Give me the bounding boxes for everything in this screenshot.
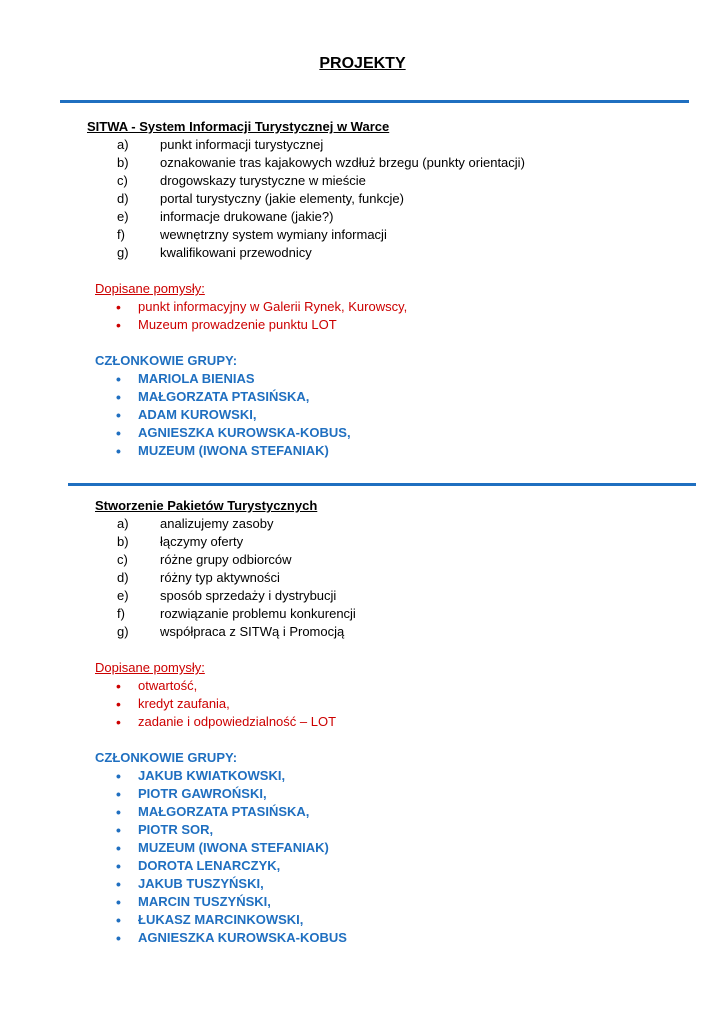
list-item: • JAKUB TUSZYŃSKI, bbox=[116, 876, 264, 892]
bullet-icon: • bbox=[116, 696, 121, 712]
bullet-icon: • bbox=[116, 443, 121, 459]
list-item: • AGNIESZKA KUROWSKA-KOBUS, bbox=[116, 425, 351, 441]
list-item: b) oznakowanie tras kajakowych wzdłuż brzegu (punkty orientacji) bbox=[117, 155, 525, 170]
list-item: a) punkt informacji turystycznej bbox=[117, 137, 324, 152]
bullet-icon: • bbox=[116, 912, 121, 928]
bullet-icon: • bbox=[116, 407, 121, 423]
bullet-icon: • bbox=[116, 894, 121, 910]
section-title: Stworzenie Pakietów Turystycznych bbox=[95, 498, 318, 513]
list-item: • Muzeum prowadzenie punktu LOT bbox=[116, 317, 337, 333]
bullet-icon: • bbox=[116, 425, 121, 441]
divider-middle bbox=[68, 483, 696, 486]
bullet-icon: • bbox=[116, 768, 121, 784]
list-item: d) różny typ aktywności bbox=[117, 570, 280, 585]
bullet-icon: • bbox=[116, 786, 121, 802]
list-item: • ADAM KUROWSKI, bbox=[116, 407, 257, 423]
bullet-icon: • bbox=[116, 822, 121, 838]
list-item: • DOROTA LENARCZYK, bbox=[116, 858, 281, 874]
bullet-icon: • bbox=[116, 389, 121, 405]
list-item: • JAKUB KWIATKOWSKI, bbox=[116, 768, 286, 784]
list-item: • PIOTR SOR, bbox=[116, 822, 214, 838]
bullet-icon: • bbox=[116, 804, 121, 820]
list-item: f) wewnętrzny system wymiany informacji bbox=[117, 227, 387, 242]
members-list bbox=[95, 767, 695, 947]
list-item: b) łączymy oferty bbox=[117, 534, 244, 549]
ideas-heading: Dopisane pomysły: bbox=[95, 281, 205, 296]
page-title: PROJEKTY bbox=[319, 55, 406, 72]
section-pakiety bbox=[95, 497, 695, 947]
bullet-icon: • bbox=[116, 317, 121, 333]
list-item: • ŁUKASZ MARCINKOWSKI, bbox=[116, 912, 304, 928]
ideas-list bbox=[95, 298, 687, 334]
list-item: e) informacje drukowane (jakie?) bbox=[117, 209, 334, 224]
list-item: • MARIOLA BIENIAS bbox=[116, 371, 255, 387]
list-item: g) kwalifikowani przewodnicy bbox=[117, 245, 312, 260]
members-list bbox=[95, 370, 687, 460]
members-heading: CZŁONKOWIE GRUPY: bbox=[95, 750, 238, 765]
list-item: • MARCIN TUSZYŃSKI, bbox=[116, 894, 271, 910]
bullet-icon: • bbox=[116, 678, 121, 694]
bullet-icon: • bbox=[116, 299, 121, 315]
ideas-list bbox=[95, 677, 695, 731]
members-heading: CZŁONKOWIE GRUPY: bbox=[95, 353, 238, 368]
section-sitwa bbox=[87, 118, 687, 460]
list-item: • MAŁGORZATA PTASIŃSKA, bbox=[116, 804, 310, 820]
list-item: d) portal turystyczny (jakie elementy, funkcje) bbox=[117, 191, 404, 206]
list-item: • otwartość, bbox=[116, 678, 198, 694]
bullet-icon: • bbox=[116, 371, 121, 387]
bullet-icon: • bbox=[116, 858, 121, 874]
list-item: • MUZEUM (IWONA STEFANIAK) bbox=[116, 840, 329, 856]
list-item: • AGNIESZKA KUROWSKA-KOBUS bbox=[116, 930, 347, 946]
list-item: a) analizujemy zasoby bbox=[117, 516, 274, 531]
list-item: • MUZEUM (IWONA STEFANIAK) bbox=[116, 443, 329, 459]
task-list bbox=[117, 515, 695, 641]
task-list bbox=[117, 136, 687, 262]
list-item: c) różne grupy odbiorców bbox=[117, 552, 292, 567]
list-item: • punkt informacyjny w Galerii Rynek, Kurowscy, bbox=[116, 299, 408, 315]
list-item: g) współpraca z SITWą i Promocją bbox=[117, 624, 345, 639]
divider-top bbox=[60, 100, 689, 103]
bullet-icon: • bbox=[116, 930, 121, 946]
ideas-heading: Dopisane pomysły: bbox=[95, 660, 205, 675]
list-item: • MAŁGORZATA PTASIŃSKA, bbox=[116, 389, 310, 405]
list-item: c) drogowskazy turystyczne w mieście bbox=[117, 173, 366, 188]
bullet-icon: • bbox=[116, 714, 121, 730]
list-item: f) rozwiązanie problemu konkurencji bbox=[117, 606, 356, 621]
list-item: • zadanie i odpowiedzialność – LOT bbox=[116, 714, 337, 730]
list-item: • kredyt zaufania, bbox=[116, 696, 230, 712]
section-title: SITWA - System Informacji Turystycznej w Warce bbox=[87, 119, 390, 134]
bullet-icon: • bbox=[116, 840, 121, 856]
list-item: e) sposób sprzedaży i dystrybucji bbox=[117, 588, 337, 603]
bullet-icon: • bbox=[116, 876, 121, 892]
list-item: • PIOTR GAWROŃSKI, bbox=[116, 786, 267, 802]
